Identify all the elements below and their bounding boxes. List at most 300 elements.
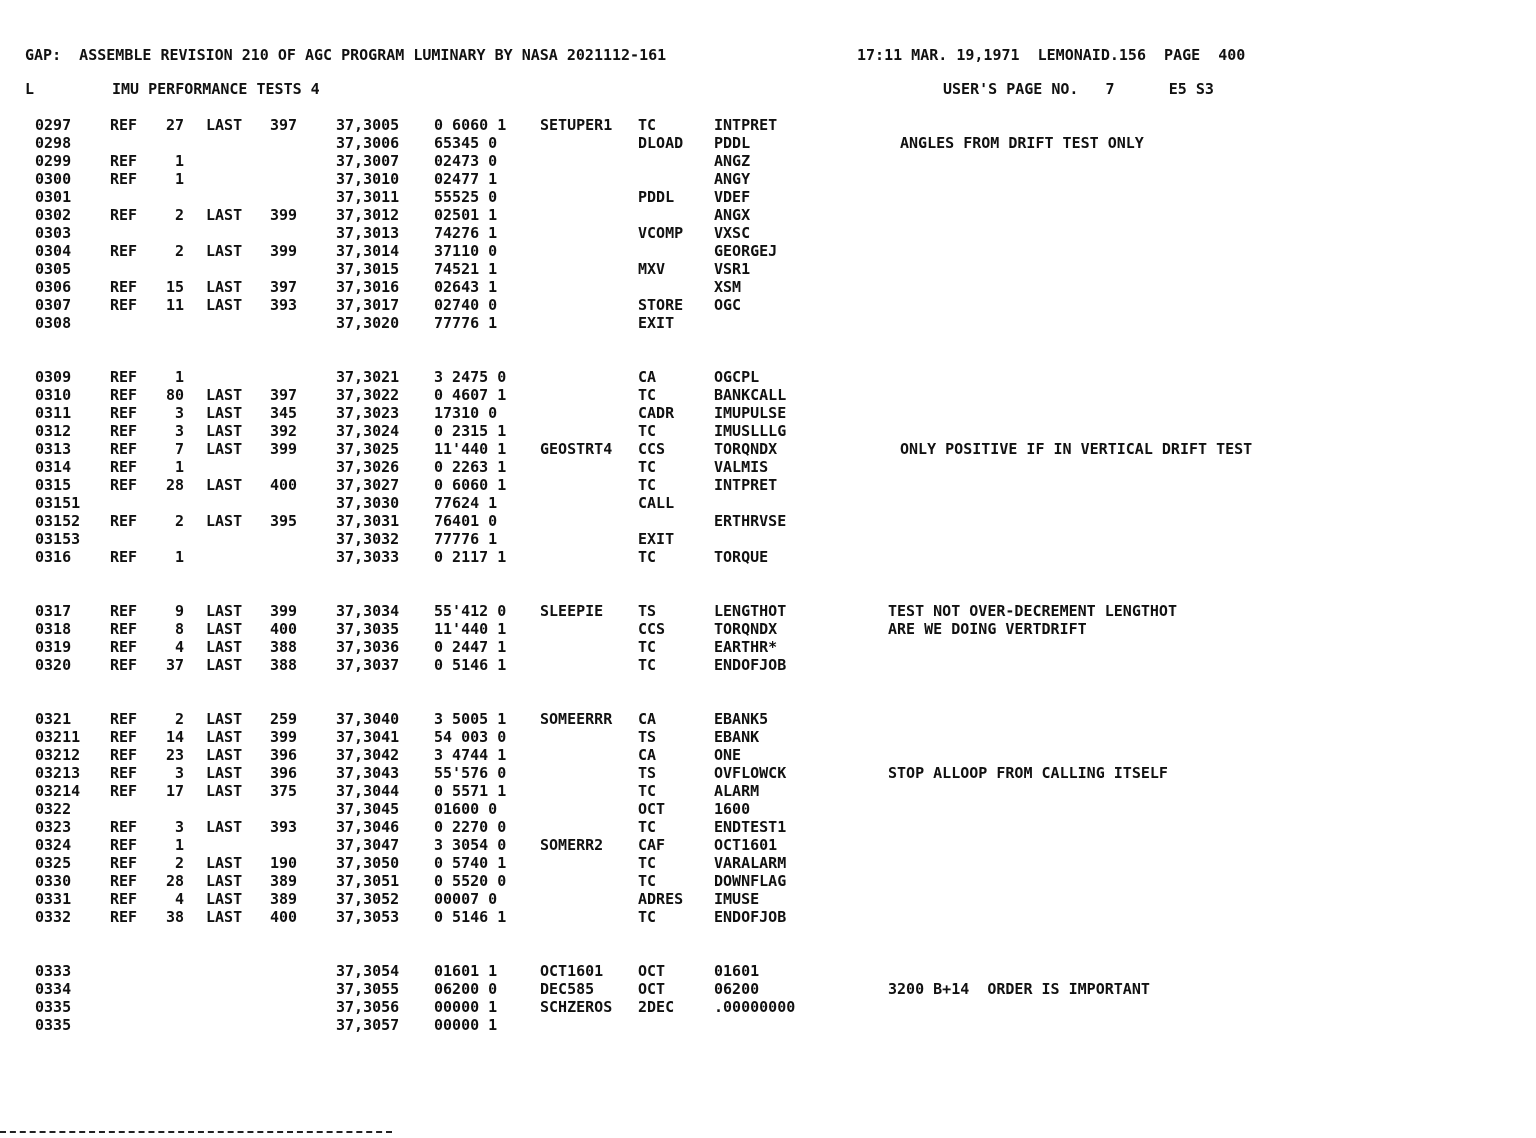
listing-row [0, 872, 1536, 890]
last-marker: LAST [206, 746, 243, 764]
octal-code: 0 2447 1 [434, 638, 507, 656]
opcode: TC [638, 872, 657, 890]
opcode: TS [638, 728, 657, 746]
ref-marker: REF [110, 746, 138, 764]
last-marker: LAST [206, 116, 243, 134]
octal-code: 11'440 1 [434, 620, 507, 638]
address: 37,3025 [336, 440, 400, 458]
listing-row [0, 386, 1536, 404]
opcode: TC [638, 782, 657, 800]
ref-marker: REF [110, 908, 138, 926]
line-number: 0335 [35, 1016, 72, 1034]
last-marker: LAST [206, 476, 243, 494]
symbol-label: GEOSTRT4 [540, 440, 613, 458]
line-number: 0305 [35, 260, 72, 278]
octal-code: 76401 0 [434, 512, 498, 530]
octal-code: 0 5520 0 [434, 872, 507, 890]
operand: OCT1601 [714, 836, 778, 854]
line-number: 03212 [35, 746, 81, 764]
group-spacer [0, 332, 1536, 368]
line-number: 0322 [35, 800, 72, 818]
operand: ANGY [714, 170, 751, 188]
group-spacer [0, 674, 1536, 710]
line-number: 0308 [35, 314, 72, 332]
octal-code: 00000 1 [434, 998, 498, 1016]
ref-count: 3 [174, 764, 184, 782]
listing-row [0, 818, 1536, 836]
octal-code: 77624 1 [434, 494, 498, 512]
line-number: 03153 [35, 530, 81, 548]
address: 37,3011 [336, 188, 400, 206]
ref-marker: REF [110, 548, 138, 566]
line-number: 0316 [35, 548, 72, 566]
address: 37,3032 [336, 530, 400, 548]
operand: 06200 [714, 980, 760, 998]
line-number: 0333 [35, 962, 72, 980]
operand: TORQUE [714, 548, 769, 566]
listing-row [0, 404, 1536, 422]
octal-code: 00007 0 [434, 890, 498, 908]
opcode: TC [638, 422, 657, 440]
operand: TORQNDX [714, 620, 778, 638]
address: 37,3051 [336, 872, 400, 890]
line-number: 0319 [35, 638, 72, 656]
octal-code: 0 4607 1 [434, 386, 507, 404]
operand: ERTHRVSE [714, 512, 787, 530]
operand: EARTHR* [714, 638, 778, 656]
octal-code: 0 2270 0 [434, 818, 507, 836]
ref-marker: REF [110, 368, 138, 386]
line-number: 0300 [35, 170, 72, 188]
octal-code: 11'440 1 [434, 440, 507, 458]
opcode: CCS [638, 440, 666, 458]
address: 37,3031 [336, 512, 400, 530]
ref-count: 14 [165, 728, 184, 746]
octal-code: 74276 1 [434, 224, 498, 242]
line-number: 0301 [35, 188, 72, 206]
last-marker: LAST [206, 890, 243, 908]
last-page: 396 [270, 764, 298, 782]
last-marker: LAST [206, 818, 243, 836]
listing-row [0, 638, 1536, 656]
ref-marker: REF [110, 458, 138, 476]
operand: BANKCALL [714, 386, 787, 404]
opcode: ADRES [638, 890, 684, 908]
address: 37,3021 [336, 368, 400, 386]
ref-count: 37 [165, 656, 184, 674]
opcode: CA [638, 746, 657, 764]
ref-count: 3 [174, 818, 184, 836]
ref-marker: REF [110, 422, 138, 440]
operand: OGC [714, 296, 742, 314]
address: 37,3007 [336, 152, 400, 170]
last-page: 397 [270, 116, 298, 134]
ref-marker: REF [110, 152, 138, 170]
last-marker: LAST [206, 908, 243, 926]
last-marker: LAST [206, 206, 243, 224]
listing-row [0, 620, 1536, 638]
symbol-label: SLEEPIE [540, 602, 604, 620]
section-title: IMU PERFORMANCE TESTS 4 [112, 80, 320, 98]
last-page: 389 [270, 890, 298, 908]
octal-code: 0 6060 1 [434, 476, 507, 494]
comment: STOP ALLOOP FROM CALLING ITSELF [888, 764, 1168, 782]
opcode: TC [638, 476, 657, 494]
line-number: 0297 [35, 116, 72, 134]
octal-code: 02501 1 [434, 206, 498, 224]
listing-header-flag: L [25, 80, 35, 98]
ref-count: 3 [174, 422, 184, 440]
address: 37,3052 [336, 890, 400, 908]
listing-row [0, 224, 1536, 242]
line-number: 0335 [35, 998, 72, 1016]
line-number: 0298 [35, 134, 72, 152]
listing-row [0, 548, 1536, 566]
listing-row [0, 494, 1536, 512]
line-number: 0334 [35, 980, 72, 998]
last-page: 396 [270, 746, 298, 764]
ref-count: 15 [165, 278, 184, 296]
ref-marker: REF [110, 782, 138, 800]
listing-row [0, 314, 1536, 332]
ref-marker: REF [110, 710, 138, 728]
operand: ENDTEST1 [714, 818, 787, 836]
operand: VXSC [714, 224, 751, 242]
opcode: TC [638, 818, 657, 836]
opcode: DLOAD [638, 134, 684, 152]
listing-row [0, 908, 1536, 926]
symbol-label: OCT1601 [540, 962, 604, 980]
octal-code: 74521 1 [434, 260, 498, 278]
line-number: 0299 [35, 152, 72, 170]
operand: PDDL [714, 134, 751, 152]
ref-count: 7 [174, 440, 184, 458]
address: 37,3035 [336, 620, 400, 638]
ref-count: 23 [165, 746, 184, 764]
listing-row [0, 206, 1536, 224]
ref-marker: REF [110, 764, 138, 782]
last-page: 399 [270, 206, 298, 224]
last-page: 345 [270, 404, 298, 422]
address: 37,3016 [336, 278, 400, 296]
listing-row [0, 746, 1536, 764]
last-page: 400 [270, 908, 298, 926]
opcode: CCS [638, 620, 666, 638]
address: 37,3055 [336, 980, 400, 998]
ref-count: 2 [174, 206, 184, 224]
ref-marker: REF [110, 242, 138, 260]
listing-row [0, 458, 1536, 476]
operand: ALARM [714, 782, 760, 800]
operand: VALMIS [714, 458, 769, 476]
operand: 1600 [714, 800, 751, 818]
last-marker: LAST [206, 656, 243, 674]
ref-marker: REF [110, 620, 138, 638]
users-page-number: USER'S PAGE NO. 7 E5 S3 [943, 80, 1214, 98]
octal-code: 77776 1 [434, 314, 498, 332]
operand: ANGZ [714, 152, 751, 170]
ref-count: 28 [165, 476, 184, 494]
listing-header-title: GAP: ASSEMBLE REVISION 210 OF AGC PROGRAM LUMINARY BY NASA 2021112-161 [25, 46, 667, 64]
address: 37,3041 [336, 728, 400, 746]
listing-row [0, 998, 1536, 1016]
octal-code: 65345 0 [434, 134, 498, 152]
listing-row [0, 710, 1536, 728]
line-number: 0325 [35, 854, 72, 872]
operand: ENDOFJOB [714, 908, 787, 926]
address: 37,3006 [336, 134, 400, 152]
group-spacer [0, 566, 1536, 602]
listing-row [0, 170, 1536, 188]
line-number: 03151 [35, 494, 81, 512]
octal-code: 0 5146 1 [434, 908, 507, 926]
operand: EBANK [714, 728, 760, 746]
octal-code: 0 6060 1 [434, 116, 507, 134]
ref-count: 2 [174, 710, 184, 728]
address: 37,3026 [336, 458, 400, 476]
listing-row [0, 764, 1536, 782]
line-number: 0332 [35, 908, 72, 926]
line-number: 03152 [35, 512, 81, 530]
line-number: 0309 [35, 368, 72, 386]
octal-code: 17310 0 [434, 404, 498, 422]
ref-count: 4 [174, 638, 184, 656]
opcode: TC [638, 116, 657, 134]
opcode: CA [638, 710, 657, 728]
address: 37,3017 [336, 296, 400, 314]
ref-marker: REF [110, 206, 138, 224]
last-page: 397 [270, 386, 298, 404]
listing-row [0, 476, 1536, 494]
ref-marker: REF [110, 296, 138, 314]
symbol-label: SCHZEROS [540, 998, 613, 1016]
opcode: CADR [638, 404, 675, 422]
last-marker: LAST [206, 242, 243, 260]
address: 37,3046 [336, 818, 400, 836]
address: 37,3037 [336, 656, 400, 674]
ref-marker: REF [110, 836, 138, 854]
octal-code: 37110 0 [434, 242, 498, 260]
operand: EBANK5 [714, 710, 769, 728]
opcode: TS [638, 602, 657, 620]
symbol-label: SOMEERRR [540, 710, 613, 728]
address: 37,3033 [336, 548, 400, 566]
opcode: OCT [638, 980, 666, 998]
page-footer-rule [0, 1131, 392, 1133]
last-marker: LAST [206, 764, 243, 782]
ref-marker: REF [110, 512, 138, 530]
octal-code: 55'412 0 [434, 602, 507, 620]
group-spacer [0, 926, 1536, 962]
last-marker: LAST [206, 440, 243, 458]
symbol-label: SOMERR2 [540, 836, 604, 854]
operand: VSR1 [714, 260, 751, 278]
operand: LENGTHOT [714, 602, 787, 620]
opcode: OCT [638, 800, 666, 818]
last-marker: LAST [206, 638, 243, 656]
opcode: MXV [638, 260, 666, 278]
line-number: 0304 [35, 242, 72, 260]
opcode: 2DEC [638, 998, 675, 1016]
last-page: 399 [270, 728, 298, 746]
listing-row [0, 854, 1536, 872]
address: 37,3027 [336, 476, 400, 494]
address: 37,3010 [336, 170, 400, 188]
listing-row [0, 728, 1536, 746]
octal-code: 0 2117 1 [434, 548, 507, 566]
comment: ANGLES FROM DRIFT TEST ONLY [900, 134, 1144, 152]
listing-header-date-page: 17:11 MAR. 19,1971 LEMONAID.156 PAGE 400 [857, 46, 1246, 64]
line-number: 0312 [35, 422, 72, 440]
opcode: EXIT [638, 530, 675, 548]
last-page: 392 [270, 422, 298, 440]
address: 37,3056 [336, 998, 400, 1016]
opcode: TC [638, 548, 657, 566]
operand: IMUPULSE [714, 404, 787, 422]
line-number: 0323 [35, 818, 72, 836]
ref-count: 28 [165, 872, 184, 890]
comment: 3200 B+14 ORDER IS IMPORTANT [888, 980, 1150, 998]
opcode: TS [638, 764, 657, 782]
ref-count: 2 [174, 854, 184, 872]
last-marker: LAST [206, 386, 243, 404]
ref-marker: REF [110, 440, 138, 458]
ref-count: 3 [174, 404, 184, 422]
last-page: 388 [270, 638, 298, 656]
last-page: 400 [270, 620, 298, 638]
last-marker: LAST [206, 710, 243, 728]
address: 37,3057 [336, 1016, 400, 1034]
operand: XSM [714, 278, 742, 296]
line-number: 0317 [35, 602, 72, 620]
listing-row [0, 962, 1536, 980]
listing-row [0, 296, 1536, 314]
opcode: VCOMP [638, 224, 684, 242]
operand: INTPRET [714, 476, 778, 494]
ref-marker: REF [110, 278, 138, 296]
last-marker: LAST [206, 728, 243, 746]
line-number: 0310 [35, 386, 72, 404]
ref-marker: REF [110, 818, 138, 836]
ref-marker: REF [110, 386, 138, 404]
opcode: PDDL [638, 188, 675, 206]
address: 37,3012 [336, 206, 400, 224]
last-marker: LAST [206, 296, 243, 314]
octal-code: 06200 0 [434, 980, 498, 998]
line-number: 0330 [35, 872, 72, 890]
operand: ONE [714, 746, 742, 764]
address: 37,3047 [336, 836, 400, 854]
operand: 01601 [714, 962, 760, 980]
ref-count: 1 [174, 368, 184, 386]
address: 37,3030 [336, 494, 400, 512]
line-number: 0318 [35, 620, 72, 638]
ref-count: 1 [174, 836, 184, 854]
address: 37,3042 [336, 746, 400, 764]
line-number: 03211 [35, 728, 81, 746]
address: 37,3054 [336, 962, 400, 980]
address: 37,3013 [336, 224, 400, 242]
address: 37,3034 [336, 602, 400, 620]
ref-marker: REF [110, 656, 138, 674]
last-page: 399 [270, 440, 298, 458]
assembly-listing [0, 116, 1536, 1034]
octal-code: 0 2315 1 [434, 422, 507, 440]
last-page: 393 [270, 818, 298, 836]
ref-count: 2 [174, 512, 184, 530]
ref-count: 4 [174, 890, 184, 908]
line-number: 0313 [35, 440, 72, 458]
ref-marker: REF [110, 890, 138, 908]
listing-row [0, 1016, 1536, 1034]
listing-row [0, 836, 1536, 854]
octal-code: 02477 1 [434, 170, 498, 188]
operand: .00000000 [714, 998, 796, 1016]
ref-count: 27 [165, 116, 184, 134]
operand: IMUSLLLG [714, 422, 787, 440]
address: 37,3022 [336, 386, 400, 404]
address: 37,3005 [336, 116, 400, 134]
ref-count: 1 [174, 548, 184, 566]
ref-count: 17 [165, 782, 184, 800]
last-marker: LAST [206, 404, 243, 422]
octal-code: 0 5146 1 [434, 656, 507, 674]
ref-marker: REF [110, 638, 138, 656]
ref-count: 1 [174, 152, 184, 170]
opcode: TC [638, 458, 657, 476]
listing-row [0, 242, 1536, 260]
listing-row [0, 800, 1536, 818]
line-number: 0331 [35, 890, 72, 908]
address: 37,3044 [336, 782, 400, 800]
last-marker: LAST [206, 872, 243, 890]
address: 37,3050 [336, 854, 400, 872]
opcode: CA [638, 368, 657, 386]
octal-code: 55'576 0 [434, 764, 507, 782]
comment: ONLY POSITIVE IF IN VERTICAL DRIFT TEST [900, 440, 1253, 458]
last-page: 375 [270, 782, 298, 800]
ref-marker: REF [110, 872, 138, 890]
listing-row [0, 980, 1536, 998]
ref-count: 8 [174, 620, 184, 638]
octal-code: 02473 0 [434, 152, 498, 170]
opcode: CALL [638, 494, 675, 512]
listing-row [0, 188, 1536, 206]
listing-row [0, 602, 1536, 620]
listing-row [0, 368, 1536, 386]
line-number: 0315 [35, 476, 72, 494]
last-page: 388 [270, 656, 298, 674]
comment: ARE WE DOING VERTDRIFT [888, 620, 1087, 638]
octal-code: 3 2475 0 [434, 368, 507, 386]
ref-count: 11 [165, 296, 184, 314]
octal-code: 01600 0 [434, 800, 498, 818]
opcode: TC [638, 638, 657, 656]
listing-row [0, 782, 1536, 800]
ref-count: 1 [174, 458, 184, 476]
listing-row [0, 152, 1536, 170]
octal-code: 3 4744 1 [434, 746, 507, 764]
listing-row [0, 656, 1536, 674]
operand: VDEF [714, 188, 751, 206]
listing-row [0, 422, 1536, 440]
comment: TEST NOT OVER-DECREMENT LENGTHOT [888, 602, 1177, 620]
listing-row [0, 530, 1536, 548]
octal-code: 02740 0 [434, 296, 498, 314]
last-page: 400 [270, 476, 298, 494]
ref-marker: REF [110, 116, 138, 134]
listing-row [0, 440, 1536, 458]
